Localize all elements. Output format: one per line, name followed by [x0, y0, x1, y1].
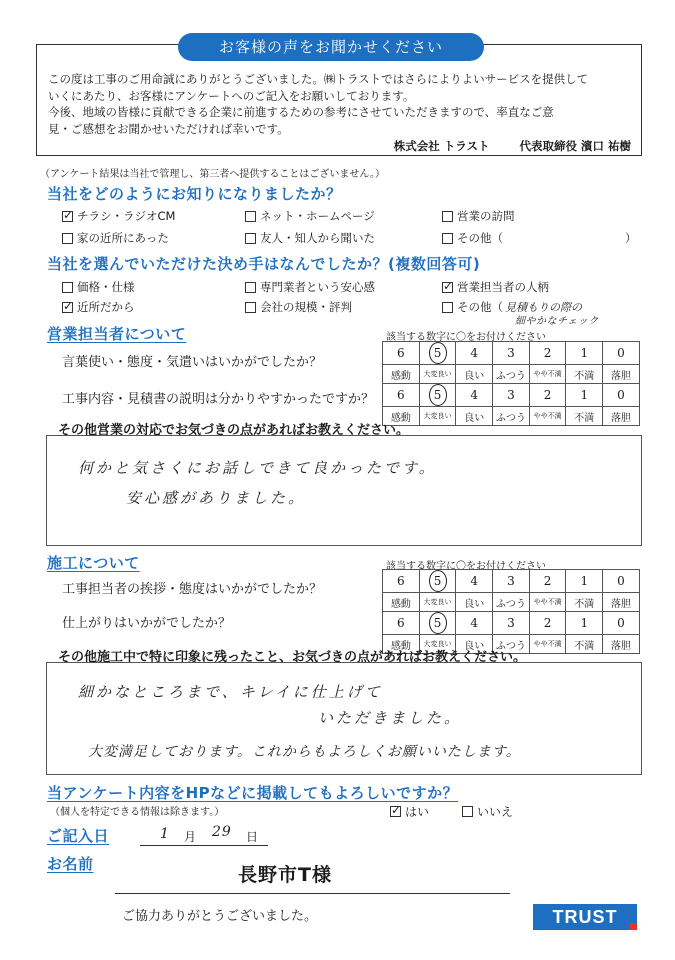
- rating-label: 落胆: [603, 365, 640, 384]
- checkbox[interactable]: [245, 282, 256, 293]
- rating-label: 不満: [566, 635, 603, 654]
- rating-1[interactable]: 1: [566, 342, 603, 365]
- construction-comment-line: 細かなところまで、キレイに仕上げて: [78, 683, 383, 701]
- rating-label: 感動: [383, 365, 420, 384]
- q2-option[interactable]: ✓ 近所だから: [62, 299, 135, 315]
- company-name: 株式会社 トラスト: [393, 139, 490, 153]
- sales-comment-prompt: その他営業の対応でお気づきの点があればお教えください。: [58, 423, 410, 438]
- checkbox[interactable]: [245, 233, 256, 244]
- date-month-value: 1: [160, 826, 172, 842]
- q1-title: 当社をどのようにお知りになりましたか？: [47, 185, 342, 203]
- rating-label: 感動: [383, 593, 420, 612]
- publish-no-option[interactable]: いいえ: [462, 803, 513, 820]
- rating-4[interactable]: 4: [456, 384, 493, 407]
- rating-3[interactable]: 3: [493, 612, 530, 635]
- rating-label: 不満: [566, 593, 603, 612]
- rating-label: 大変良い: [419, 593, 456, 612]
- rating-hint: 該当する数字に〇をお付けください: [386, 332, 546, 343]
- q2-option[interactable]: 会社の規模・評判: [245, 299, 352, 315]
- checkbox[interactable]: [442, 233, 453, 244]
- rating-4[interactable]: 4: [456, 570, 493, 593]
- construction-comment-line: 大変満足しております。これからもよろしくお願いいたします。: [88, 744, 521, 760]
- q2-option[interactable]: その他（ 見積もりの際の: [442, 299, 582, 315]
- rating-label: 感動: [383, 407, 420, 426]
- checkbox[interactable]: [462, 806, 473, 817]
- name-label: お名前: [47, 855, 94, 873]
- rating-0[interactable]: 0: [603, 612, 640, 635]
- close-paren: ）: [625, 231, 637, 245]
- rating-label: 大変良い: [419, 407, 456, 426]
- rating-1[interactable]: 1: [566, 612, 603, 635]
- q1-option[interactable]: 友人・知人から聞いた: [245, 230, 375, 246]
- construction-question-1: 工事担当者の挨拶・態度はいかがでしたか？: [62, 582, 323, 597]
- rating-label: 良い: [456, 635, 493, 654]
- rating-6[interactable]: 6: [383, 384, 420, 407]
- ceo-name: 代表取締役 濱口 祐樹: [519, 139, 631, 153]
- q2-option[interactable]: ✓ 営業担当者の人柄: [442, 279, 549, 295]
- rating-label: ふつう: [493, 635, 530, 654]
- q2-option[interactable]: 価格・仕様: [62, 279, 135, 295]
- q1-option[interactable]: ✓ チラシ・ラジオCM: [62, 208, 175, 224]
- rating-6[interactable]: 6: [383, 612, 420, 635]
- rating-label: 落胆: [603, 593, 640, 612]
- trust-logo: TRUST: [533, 904, 637, 930]
- rating-label: 落胆: [603, 407, 640, 426]
- date-day-value: 29: [212, 824, 232, 840]
- rating-0[interactable]: 0: [603, 342, 640, 365]
- construction-comment-line: いただきました。: [318, 709, 463, 727]
- rating-4[interactable]: 4: [456, 342, 493, 365]
- sales-comment-line: 安心感がありました。: [126, 489, 307, 507]
- q2-title: 当社を選んでいただけた決め手はなんでしたか？(複数回答可): [47, 255, 481, 273]
- sales-rating-table: [382, 341, 640, 426]
- rating-label: ふつう: [493, 407, 530, 426]
- checkbox-checked[interactable]: [62, 211, 73, 222]
- construction-title: 施工について: [47, 554, 140, 572]
- intro-line: いくにあたり、お客様にアンケートへのご記入をお願いしております。: [48, 88, 415, 103]
- construction-rating-table: [382, 569, 640, 654]
- checkbox[interactable]: [62, 233, 73, 244]
- rating-2[interactable]: 2: [529, 570, 566, 593]
- rating-label: やや不満: [529, 593, 566, 612]
- intro-line: 今後、地域の皆様に貢献できる企業に前進するための参考にさせていただきますので、率直なご意: [48, 105, 554, 119]
- intro-line: この度は工事のご用命誠にありがとうございました。㈱トラストではさらによりよいサービスを提供して: [48, 72, 589, 86]
- thanks-message: ご協力ありがとうございました。: [122, 909, 318, 924]
- privacy-note: （アンケート結果は当社で管理し、第三者へ提供することはございません。）: [40, 169, 385, 180]
- name-underline: [115, 893, 510, 894]
- rating-2[interactable]: 2: [529, 612, 566, 635]
- rating-5-selected[interactable]: 5: [419, 570, 456, 593]
- rating-6[interactable]: 6: [383, 570, 420, 593]
- checkbox-checked[interactable]: [442, 282, 453, 293]
- rating-label: やや不満: [529, 407, 566, 426]
- rating-3[interactable]: 3: [493, 384, 530, 407]
- checkbox[interactable]: [442, 211, 453, 222]
- rating-label: やや不満: [529, 365, 566, 384]
- rating-3[interactable]: 3: [493, 570, 530, 593]
- rating-label: ふつう: [493, 593, 530, 612]
- rating-0[interactable]: 0: [603, 384, 640, 407]
- rating-label: ふつう: [493, 365, 530, 384]
- checkbox[interactable]: [245, 211, 256, 222]
- rating-6[interactable]: 6: [383, 342, 420, 365]
- rating-label: 良い: [456, 593, 493, 612]
- rating-label: 良い: [456, 365, 493, 384]
- q1-option[interactable]: 営業の訪問: [442, 208, 515, 224]
- sales-title: 営業担当者について: [47, 325, 187, 343]
- publish-yes-option[interactable]: ✓ はい: [390, 803, 429, 820]
- rating-label: やや不満: [529, 635, 566, 654]
- checkbox[interactable]: [442, 302, 453, 313]
- rating-hint: 該当する数字に〇をお付けください: [386, 561, 546, 572]
- q1-option[interactable]: その他（: [442, 230, 503, 246]
- rating-1[interactable]: 1: [566, 570, 603, 593]
- date-month-label: 月: [184, 830, 197, 844]
- q1-option[interactable]: 家の近所にあった: [62, 230, 169, 246]
- rating-2[interactable]: 2: [529, 342, 566, 365]
- page-title: お客様の声をお聞かせください: [178, 33, 484, 61]
- customer-name: 長野市T様: [238, 864, 332, 886]
- rating-5-selected[interactable]: 5: [419, 342, 456, 365]
- rating-2[interactable]: 2: [529, 384, 566, 407]
- rating-3[interactable]: 3: [493, 342, 530, 365]
- date-underline: [140, 845, 268, 846]
- rating-5-selected[interactable]: 5: [419, 612, 456, 635]
- rating-label: 良い: [456, 407, 493, 426]
- rating-label: 大変良い: [419, 635, 456, 654]
- q1-option[interactable]: ネット・ホームページ: [245, 208, 375, 224]
- intro-line: 見・ご感想をお聞かせいただければ幸いです。: [48, 121, 289, 136]
- handwritten-other-1: 見積もりの際の: [505, 301, 582, 314]
- handwritten-other-2: 細やかなチェック: [515, 316, 599, 327]
- sales-question-1: 言葉使い・態度・気遣いはいかがでしたか？: [62, 355, 323, 370]
- sales-question-2: 工事内容・見積書の説明は分かりやすかったですか？: [62, 392, 375, 407]
- date-day-label: 日: [246, 830, 259, 844]
- rating-label: 感動: [383, 635, 420, 654]
- company-signature: [368, 138, 631, 154]
- rating-5-selected[interactable]: 5: [419, 384, 456, 407]
- intro-text: [48, 71, 632, 137]
- rating-1[interactable]: 1: [566, 384, 603, 407]
- publish-note: （個人を特定できる情報は除きます。）: [50, 807, 225, 818]
- rating-4[interactable]: 4: [456, 612, 493, 635]
- construction-comment-prompt: その他施工中で特に印象に残ったこと、お気づきの点があればお教えください。: [58, 650, 527, 665]
- rating-label: 不満: [566, 365, 603, 384]
- rating-0[interactable]: 0: [603, 570, 640, 593]
- checkbox-checked[interactable]: [62, 302, 73, 313]
- rating-label: 落胆: [603, 635, 640, 654]
- publish-title: 当アンケート内容をHPなどに掲載してもよろしいですか？: [47, 784, 459, 802]
- checkbox[interactable]: [62, 282, 73, 293]
- checkbox[interactable]: [245, 302, 256, 313]
- q2-option[interactable]: 専門業者という安心感: [245, 279, 375, 295]
- rating-label: 大変良い: [419, 365, 456, 384]
- checkbox-checked[interactable]: [390, 806, 401, 817]
- construction-question-2: 仕上がりはいかがでしたか？: [62, 616, 232, 631]
- date-label: ご記入日: [47, 827, 110, 845]
- sales-comment-line: 何かと気さくにお話しできて良かったです。: [78, 459, 437, 477]
- rating-label: 不満: [566, 407, 603, 426]
